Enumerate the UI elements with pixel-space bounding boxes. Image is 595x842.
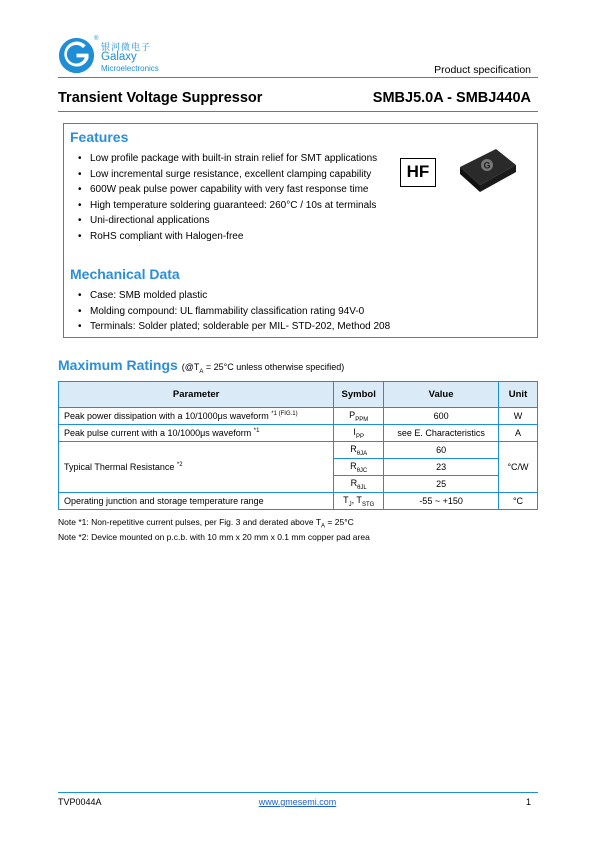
value-cell: see E. Characteristics [384, 425, 499, 442]
symbol-cell: $T_J$, $T_{STG}$ [334, 493, 384, 510]
value-cell: -55 ~ +150 [384, 493, 499, 510]
symbol-cell: $R_{\theta JC}$ [334, 459, 384, 476]
logo-brand-name: Galaxy [101, 51, 137, 63]
symbol-cell: $P_{PPM}$ [334, 408, 384, 425]
table-header-row [59, 382, 538, 408]
features-title: Features [70, 129, 129, 145]
list-item: • RoHS compliant with Halogen-free [74, 229, 377, 245]
value-cell: 60 [384, 442, 499, 459]
halogen-free-badge: HF [400, 158, 436, 187]
header-divider [58, 77, 538, 78]
list-item: • Low incremental surge resistance, excellent clamping capability [74, 167, 377, 183]
list-item: • Uni-directional applications [74, 213, 377, 229]
table-row [59, 493, 538, 510]
table-row [59, 408, 538, 425]
website-link[interactable]: www.gmesemi.com [258, 797, 337, 807]
page-title: Transient Voltage Suppressor [58, 90, 263, 106]
smb-package-icon [456, 145, 520, 195]
unit-cell: °C [499, 493, 538, 510]
note-2: Note *2: Device mounted on p.c.b. with 10 mm x 20 mm x 0.1 mm copper pad area [58, 532, 370, 542]
param-cell: Typical Thermal Resistance $^{*2}$ [59, 442, 334, 493]
logo-chinese-text: 银河微电子 [101, 43, 152, 53]
col-header-symbol: Symbol [334, 382, 384, 408]
table-row [59, 425, 538, 442]
max-ratings-table [58, 381, 538, 510]
max-ratings-condition: ($@T_A = 25^\circ C$ unless otherwise specified) [181, 362, 345, 375]
registered-mark: ® [94, 36, 99, 42]
galaxy-logo-icon [58, 37, 95, 74]
list-item: • Low profile package with built-in strain relief for SMT applications [74, 151, 377, 167]
symbol-cell: $R_{\theta JL}$ [334, 476, 384, 493]
product-spec-label: Product specification [434, 64, 531, 76]
col-header-value: Value [384, 382, 499, 408]
param-cell: Peak power dissipation with a 10/1000μs waveform $^{*1 (FIG.1)}$ [59, 408, 334, 425]
features-list [74, 151, 377, 245]
param-cell: Operating junction and storage temperature range [59, 493, 334, 510]
list-item: • Case: SMB molded plastic [74, 288, 390, 304]
max-ratings-title: Maximum Ratings [58, 357, 178, 373]
page-number: 1 [525, 797, 531, 807]
max-ratings-heading [58, 357, 344, 375]
logo-brand-subname: Microelectronics [101, 64, 159, 73]
value-cell: 25 [384, 476, 499, 493]
symbol-cell: $I_{PP}$ [334, 425, 384, 442]
list-item: • Terminals: Solder plated; solderable per MIL- STD-202, Method 208 [74, 319, 390, 335]
list-item: • Molding compound: UL flammability classification rating 94V-0 [74, 304, 390, 320]
param-cell: Peak pulse current with a 10/1000μs waveform $^{*1}$ [59, 425, 334, 442]
footer-divider [58, 792, 538, 793]
value-cell: 600 [384, 408, 499, 425]
list-item: • High temperature soldering guaranteed: 260°C / 10s at terminals [74, 198, 377, 214]
unit-cell: W [499, 408, 538, 425]
unit-cell: A [499, 425, 538, 442]
document-code: TVP0044A [58, 797, 102, 807]
mechanical-title: Mechanical Data [70, 266, 180, 282]
note-1: Note *1: Non-repetitive current pulses, per Fig. 3 and derated above $T_A = 25^\circ C$ [58, 517, 354, 530]
title-divider [58, 111, 538, 112]
mechanical-list [74, 288, 390, 335]
svg-text:G: G [483, 160, 491, 171]
footer-center [0, 797, 595, 807]
symbol-cell: $R_{\theta JA}$ [334, 442, 384, 459]
col-header-unit: Unit [499, 382, 538, 408]
col-header-parameter: Parameter [59, 382, 334, 408]
value-cell: 23 [384, 459, 499, 476]
unit-cell: °C/W [499, 442, 538, 493]
list-item: • 600W peak pulse power capability with very fast response time [74, 182, 377, 198]
part-number: SMBJ5.0A - SMBJ440A [372, 90, 531, 106]
table-row [59, 442, 538, 459]
